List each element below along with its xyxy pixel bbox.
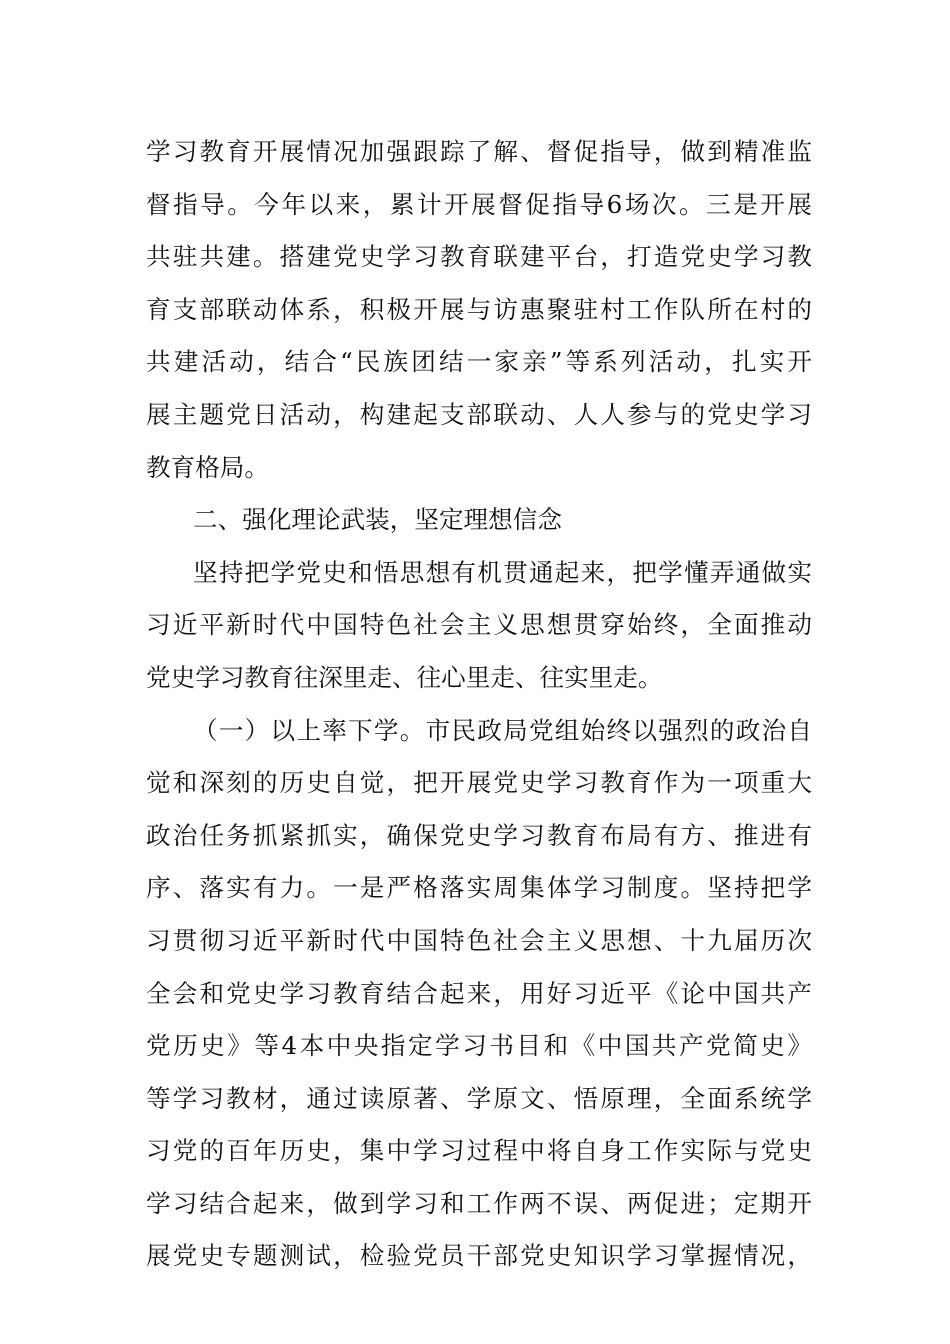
- subsection-line: （一）以上率下学。市民政局党组始终以强烈的政治自: [193, 715, 812, 745]
- text-line: 育支部联动体系，积极开展与访惠聚驻村工作队所在村的: [146, 294, 812, 324]
- text-line: 教育格局。: [146, 452, 269, 482]
- text-line: 党历史》等4本中央指定学习书目和《中国共产党简史》: [146, 1031, 812, 1061]
- text-line: 觉和深刻的历史自觉，把开展党史学习教育作为一项重大: [146, 768, 812, 798]
- text-line: 学习结合起来，做到学习和工作两不误、两促进；定期开: [146, 1188, 812, 1218]
- section-heading: 二、强化理论武装，坚定理想信念: [193, 505, 562, 535]
- text-line: 习党的百年历史，集中学习过程中将自身工作实际与党史: [146, 1136, 812, 1166]
- text-line: 全会和党史学习教育结合起来，用好习近平《论中国共产: [146, 978, 812, 1008]
- text-line: 序、落实有力。一是严格落实周集体学习制度。坚持把学: [146, 873, 812, 903]
- text-line: 习近平新时代中国特色社会主义思想贯穿始终，全面推动: [146, 610, 812, 640]
- text-line: 督指导。今年以来，累计开展督促指导6场次。三是开展: [146, 189, 812, 219]
- text-line: 政治任务抓紧抓实，确保党史学习教育布局有方、推进有: [146, 820, 812, 850]
- text-line: 党史学习教育往深里走、往心里走、往实里走。: [146, 662, 663, 692]
- text-line: 共驻共建。搭建党史学习教育联建平台，打造党史学习教: [146, 242, 812, 272]
- text-line: 展党史专题测试，检验党员干部党史知识学习掌握情况，: [146, 1241, 812, 1271]
- body-text: [146, 126, 812, 1283]
- text-line: 共建活动，结合“民族团结一家亲”等系列活动，扎实开: [146, 347, 812, 377]
- text-line: 展主题党日活动，构建起支部联动、人人参与的党史学习: [146, 399, 812, 429]
- text-line: 等学习教材，通过读原著、学原文、悟原理，全面系统学: [146, 1083, 812, 1113]
- text-line: 学习教育开展情况加强跟踪了解、督促指导，做到精准监: [146, 137, 812, 166]
- text-line: 坚持把学党史和悟思想有机贯通起来，把学懂弄通做实: [193, 557, 812, 587]
- text-line: 习贯彻习近平新时代中国特色社会主义思想、十九届历次: [146, 925, 812, 955]
